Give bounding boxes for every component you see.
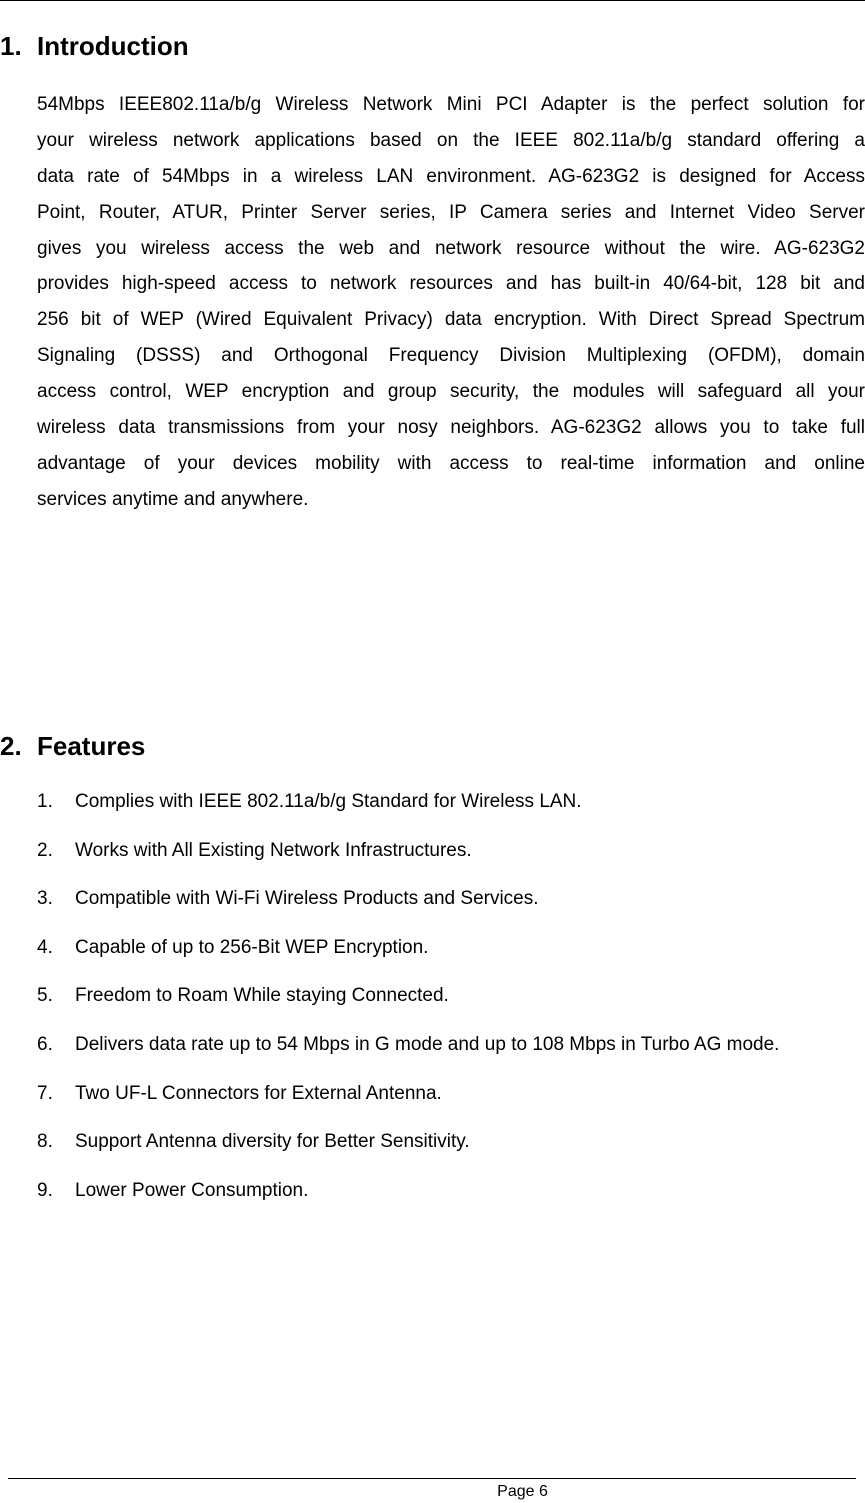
header-rule [0, 0, 865, 1]
section-title: Introduction [37, 31, 189, 61]
list-item [37, 1031, 779, 1080]
paragraph-line: 54Mbps IEEE802.11a/b/g Wireless Network Mini PCI Adapter is the perfect solution for [37, 94, 865, 115]
list-item-number: 5. [37, 985, 53, 1007]
paragraph-line: Point, Router, ATUR, Printer Server series, IP Camera series and Internet Video Server [37, 201, 865, 223]
list-item-text: Compatible with Wi-Fi Wireless Products and Services. [75, 888, 539, 910]
list-item-text: Lower Power Consumption. [75, 1179, 309, 1201]
section-number: 2. [0, 731, 22, 761]
list-item-number: 9. [37, 1179, 53, 1201]
section-heading-introduction [0, 31, 189, 61]
list-item-text: Capable of up to 256-Bit WEP Encryption. [75, 936, 429, 958]
list-item-number: 7. [37, 1082, 53, 1104]
features-list [37, 788, 779, 1225]
list-item-text: Support Antenna diversity for Better Sensitivity. [75, 1131, 470, 1153]
section-title: Features [37, 731, 146, 761]
list-item-number: 1. [37, 791, 53, 812]
list-item [37, 1080, 779, 1129]
list-item-text: Works with All Existing Network Infrastructures. [75, 839, 472, 861]
paragraph-line: gives you wireless access the web and network resource without the wire. AG-623G2 [37, 237, 865, 259]
paragraph-line: wireless data transmissions from your nosy neighbors. AG-623G2 allows you to take full [37, 417, 865, 439]
paragraph-line: 256 bit of WEP (Wired Equivalent Privacy) data encryption. With Direct Spread Spectrum [37, 309, 865, 331]
list-item-text: Two UF-L Connectors for External Antenna. [75, 1082, 442, 1104]
paragraph-line: provides high-speed access to network resources and has built-in 40/64-bit, 128 bit and [37, 273, 865, 295]
paragraph-line: data rate of 54Mbps in a wireless LAN environment. AG-623G2 is designed for Access [37, 165, 865, 187]
footer-rule [8, 1478, 856, 1479]
list-item [37, 934, 779, 983]
list-item [37, 837, 779, 886]
list-item [37, 1128, 779, 1177]
list-item-number: 4. [37, 936, 53, 958]
page-footer [0, 1482, 865, 1502]
paragraph-line: advantage of your devices mobility with access to real-time information and online [37, 452, 865, 474]
list-item-number: 3. [37, 888, 53, 910]
list-item [37, 885, 779, 934]
page-number: Page 6 [497, 1483, 548, 1500]
paragraph-line: Signaling (DSSS) and Orthogonal Frequency Division Multiplexing (OFDM), domain [37, 345, 865, 367]
section-heading-features [0, 731, 145, 761]
list-item-number: 8. [37, 1131, 53, 1153]
paragraph-line: access control, WEP encryption and group security, the modules will safeguard all your [37, 381, 865, 403]
list-item-number: 6. [37, 1033, 53, 1055]
list-item-text: Complies with IEEE 802.11a/b/g Standard for Wireless LAN. [75, 791, 582, 812]
section-number: 1. [0, 31, 22, 61]
list-item [37, 982, 779, 1031]
paragraph-line: services anytime and anywhere. [37, 488, 309, 510]
list-item [37, 788, 779, 837]
introduction-paragraph [37, 87, 865, 518]
list-item-text: Freedom to Roam While staying Connected. [75, 985, 449, 1007]
list-item [37, 1177, 779, 1226]
list-item-number: 2. [37, 839, 53, 861]
list-item-text: Delivers data rate up to 54 Mbps in G mode and up to 108 Mbps in Turbo AG mode. [75, 1033, 780, 1055]
paragraph-line: your wireless network applications based on the IEEE 802.11a/b/g standard offering a [37, 129, 865, 151]
